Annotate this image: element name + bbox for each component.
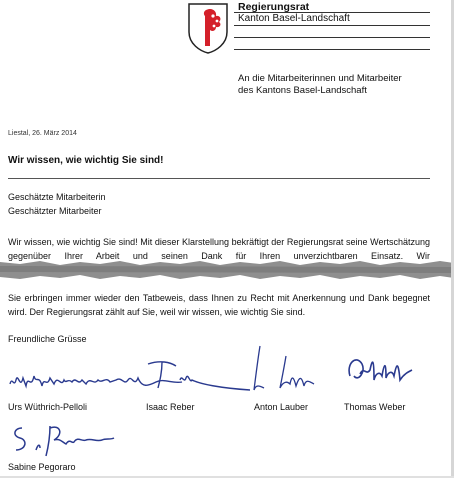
- signature-sabine-pegoraro: [6, 420, 126, 460]
- signatory-name: Sabine Pegoraro: [8, 462, 76, 472]
- signature-anton-lauber: [246, 344, 336, 398]
- basel-landschaft-crest-icon: [186, 2, 230, 54]
- header-rule: [234, 25, 430, 26]
- signatory-name: Thomas Weber: [344, 402, 406, 412]
- recipient-address: [238, 73, 402, 97]
- header-rule: [234, 37, 430, 38]
- signatory-name: Anton Lauber: [254, 402, 309, 412]
- letter-date: Liestal, 26. März 2014: [8, 130, 77, 137]
- closing-greeting: Freundliche Grüsse: [8, 334, 87, 344]
- signatory-name: Isaac Reber: [146, 402, 195, 412]
- letter-subject: Wir wissen, wie wichtig Sie sind!: [8, 155, 164, 166]
- paragraph: Wir wissen, wie wichtig Sie sind! Mit dieser Klarstellung bekräftigt der Regierungsrat seine Wertschätzung gegenüber Ihrer Arbeit und seinen Dank für Ihren unverzichtbaren Einsatz. Wir: [8, 237, 430, 261]
- header-rule: [234, 49, 430, 50]
- authority-subtitle: Kanton Basel-Landschaft: [238, 13, 350, 24]
- authority-title: Regierungsrat: [238, 1, 310, 13]
- signatory-name: Urs Wüthrich-Pelloli: [8, 402, 88, 412]
- salutation: Geschätzte Mitarbeiterin: [8, 192, 106, 202]
- paragraph: Sie erbringen immer wieder den Tatbeweis, dass Ihnen zu Recht mit Anerkennung und Dank begegnet wird. Der Regierungsrat zählt auf Sie, weil wir wissen, wie wichtig Sie sind.: [8, 293, 430, 317]
- subject-rule: [8, 178, 430, 179]
- page-cut-edge: [0, 258, 454, 282]
- salutation: Geschätzter Mitarbeiter: [8, 206, 102, 216]
- signature-thomas-weber: [340, 346, 420, 398]
- recipient-line: An die Mitarbeiterinnen und Mitarbeiter: [238, 73, 402, 84]
- signature-isaac-reber: [140, 350, 258, 398]
- recipient-line: des Kantons Basel-Landschaft: [238, 85, 367, 96]
